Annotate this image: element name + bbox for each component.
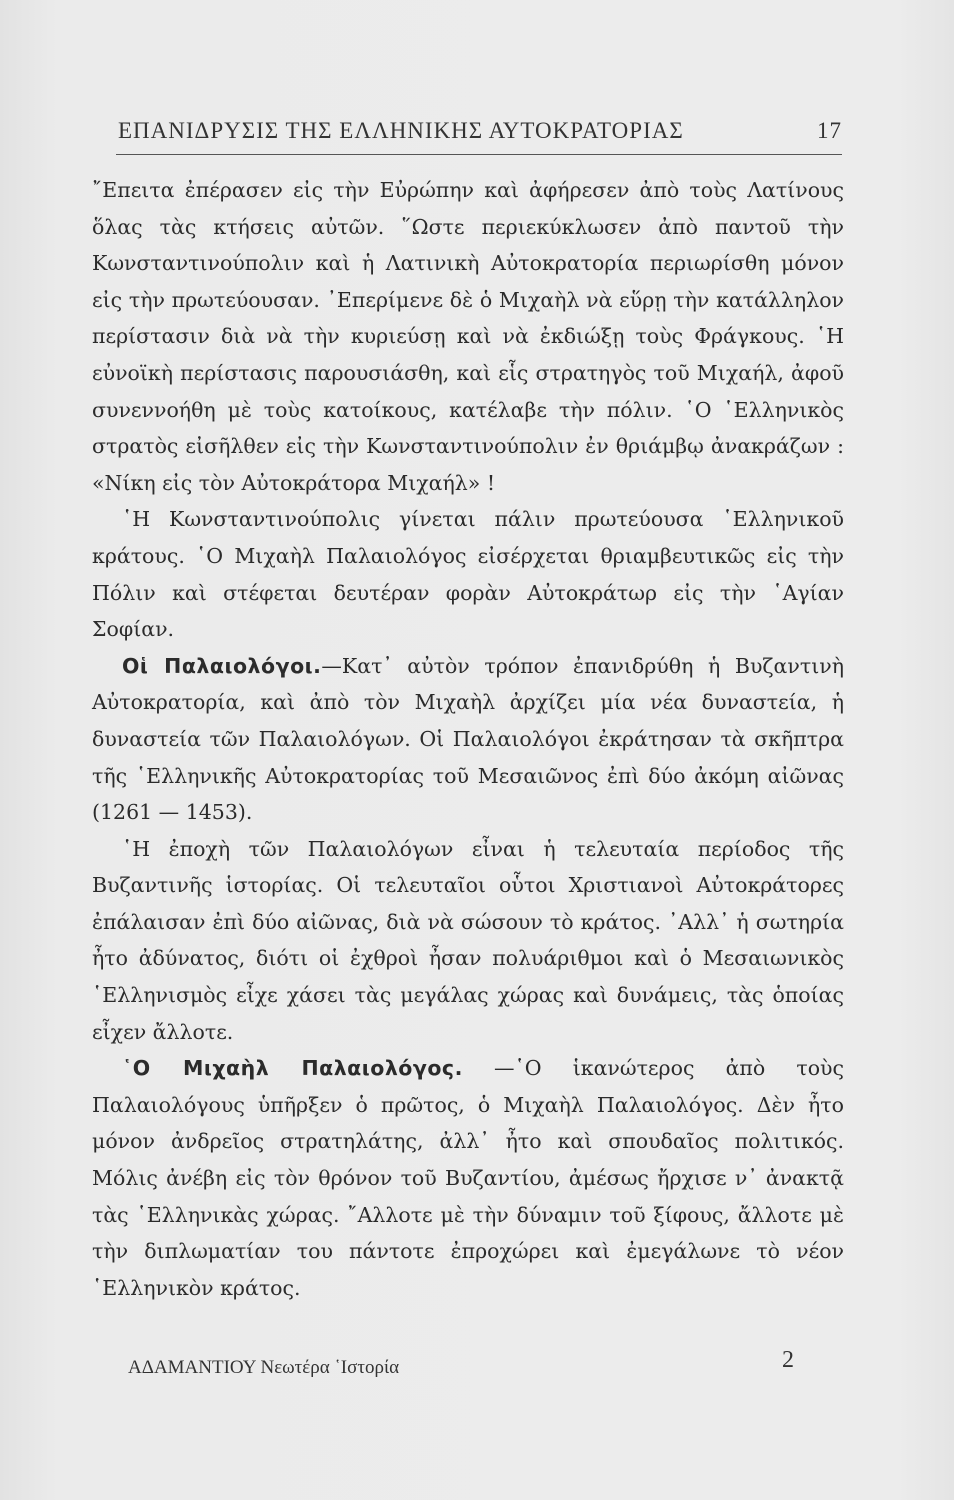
paragraph-5-text: —῾Ο ἱκανώτερος ἀπὸ τοὺς Παλαιολόγους ὑπῆρξεν ὁ πρῶτος, ὁ Μιχαὴλ Παλαιολόγος. Δὲν ἦτο μόνον ἀνδρεῖος στρατηλάτης, ἀλλ᾿ ἦτο καὶ σπουδαῖος πολιτικός. Μόλις ἀνέβη εἰς τὸν θρόνον τοῦ Βυζαντίου, ἀμέσως ἤρχισε ν᾿ ἀνακτᾷ τὰς ῾Ελληνικὰς χώρας. ῎Αλλοτε μὲ τὴν δύναμιν τοῦ ξίφους, ἄλλοτε μὲ τὴν διπλωματίαν του πάντοτε ἐπροχώρει καὶ ἐμεγάλωνε τὸ νέον ῾Ελληνικὸν κράτος. xyxy=(92,1056,844,1300)
section-heading-palaiologoi: Οἱ Παλαιολόγοι. xyxy=(122,653,322,678)
body-text xyxy=(92,172,844,1306)
paragraph-3-text: —Κατ᾿ αὐτὸν τρόπον ἐπανιδρύθη ἡ Βυζαντινὴ Αὐτοκρατορία, καὶ ἀπὸ τὸν Μιχαὴλ ἀρχίζει μία νέα δυναστεία, ἡ δυναστεία τῶν Παλαιολόγων. Οἱ Παλαιολόγοι ἐκράτησαν τὰ σκῆπτρα τῆς ῾Ελληνικῆς Αὐτοκρατορίας τοῦ Μεσαιῶνος ἐπὶ δύο ἀκόμη αἰῶνας (1261 — 1453). xyxy=(92,653,844,825)
paragraph-4: ῾Η ἐποχὴ τῶν Παλαιολόγων εἶναι ἡ τελευταία περίοδος τῆς Βυζαντινῆς ἱστορίας. Οἱ τελευταῖοι οὗτοι Χριστιανοὶ Αὐτοκράτορες ἐπάλαισαν ἐπὶ δύο αἰῶνας, διὰ νὰ σώσουν τὸ κράτος. ᾿Αλλ᾿ ἡ σωτηρία ἦτο ἀδύνατος, διότι οἱ ἐχθροὶ ἦσαν πολυάριθμοι καὶ ὁ Μεσαιωνικὸς ῾Ελληνισμὸς εἶχε χάσει τὰς μεγάλας χώρας καὶ δυνάμεις, τὰς ὁποίας εἶχεν ἄλλοτε. xyxy=(92,836,844,1044)
page-footer xyxy=(128,1347,794,1380)
paragraph-2: ῾Η Κωνσταντινούπολις γίνεται πάλιν πρωτεύουσα ῾Ελληνικοῦ κράτους. ῾Ο Μιχαὴλ Παλαιολόγος εἰσέρχεται θριαμβευτικῶς εἰς τὴν Πόλιν καὶ στέφεται δευτέραν φορὰν Αὐτοκράτωρ εἰς τὴν ῾Αγίαν Σοφίαν. xyxy=(92,507,844,642)
paragraph-1: ῎Επειτα ἐπέρασεν εἰς τὴν Εὐρώπην καὶ ἀφήρεσεν ἀπὸ τοὺς Λατίνους ὅλας τὰς κτήσεις αὐτῶν. ῞Ωστε περιεκύκλωσεν ἀπὸ παντοῦ τὴν Κωνσταντινούπολιν καὶ ἡ Λατινικὴ Αὐτοκρατορία περιωρίσθη μόνον εἰς τὴν πρωτεύουσαν. ᾿Επερίμενε δὲ ὁ Μιχαὴλ νὰ εὕρῃ τὴν κατάλληλον περίστασιν διὰ νὰ τὴν κυριεύσῃ καὶ νὰ ἐκδιώξῃ τοὺς Φράγκους. ῾Η εὐνοϊκὴ περίστασις παρουσιάσθη, καὶ εἷς στρατηγὸς τοῦ Μιχαήλ, ἀφοῦ συνεννοήθη μὲ τοὺς κατοίκους, κατέλαβε τὴν πόλιν. ῾Ο ῾Ελληνικὸς στρατὸς εἰσῆλθεν εἰς τὴν Κωνσταντινούπολιν ἐν θριάμβῳ ἀνακράζων : «Νίκη εἰς τὸν Αὐτοκράτορα Μιχαήλ» ! xyxy=(92,178,844,495)
running-head xyxy=(118,118,842,144)
footer-signature: ΑΔΑΜΑΝΤΙΟΥ Νεωτέρα ῾Ιστορία xyxy=(128,1357,400,1378)
section-heading-michael: ῾Ο Μιχαὴλ Παλαιολόγος. xyxy=(122,1056,463,1081)
paragraph-3 xyxy=(92,648,844,831)
running-head-title: ΕΠΑΝΙΔΡΥΣΙΣ ΤΗΣ ΕΛΛΗΝΙΚΗΣ ΑΥΤΟΚΡΑΤΟΡΙΑΣ xyxy=(118,118,684,143)
sheet-number: 2 xyxy=(782,1347,794,1373)
header-rule xyxy=(116,154,842,155)
paragraph-5 xyxy=(92,1050,844,1306)
page-number: 17 xyxy=(817,118,842,143)
